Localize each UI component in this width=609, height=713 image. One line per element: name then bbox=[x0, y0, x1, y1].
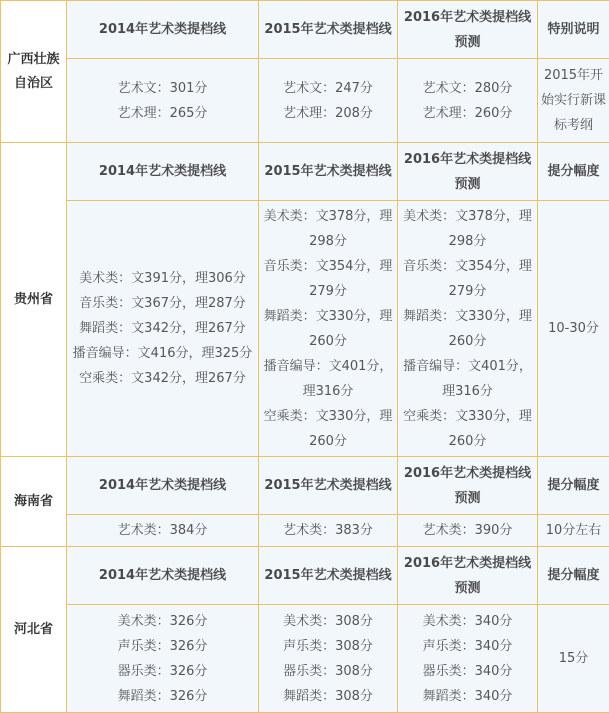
table-row bbox=[1, 201, 609, 457]
header-2015: 2015年艺术类提档线 bbox=[259, 457, 398, 515]
score-line: 播音编导：文416分，理325分 bbox=[67, 341, 258, 366]
score-line: 播音编导：文401分，理316分 bbox=[398, 354, 537, 404]
table-row bbox=[1, 143, 609, 201]
score-line: 美术类：文391分，理306分 bbox=[67, 266, 258, 291]
score-line: 艺术文：280分 bbox=[398, 76, 537, 101]
header-2016: 2016年艺术类提档线预测 bbox=[398, 457, 538, 515]
province-cell bbox=[1, 457, 67, 547]
score-line: 美术类：文378分，理298分 bbox=[259, 204, 397, 254]
scores-2014 bbox=[67, 515, 259, 547]
scores-2016 bbox=[398, 515, 538, 547]
header-2014: 2014年艺术类提档线 bbox=[67, 457, 259, 515]
score-line: 美术类：文378分，理298分 bbox=[398, 204, 537, 254]
score-line: 空乘类：文330分，理260分 bbox=[398, 404, 537, 454]
score-line: 艺术理：260分 bbox=[398, 101, 537, 126]
header-2015: 2015年艺术类提档线 bbox=[259, 1, 398, 59]
header-2016: 2016年艺术类提档线预测 bbox=[398, 1, 538, 59]
score-line: 美术类：308分 bbox=[259, 609, 397, 634]
scores-2014 bbox=[67, 605, 259, 713]
table-row bbox=[1, 59, 609, 143]
score-line: 声乐类：340分 bbox=[398, 634, 537, 659]
header-2015: 2015年艺术类提档线 bbox=[259, 547, 398, 605]
score-line: 艺术类：384分 bbox=[67, 518, 258, 543]
note-text: 15分 bbox=[538, 646, 609, 671]
province-cell bbox=[1, 547, 67, 713]
scores-2014 bbox=[67, 201, 259, 457]
header-2014: 2014年艺术类提档线 bbox=[67, 143, 259, 201]
score-line: 艺术类：390分 bbox=[398, 518, 537, 543]
score-line: 舞蹈类：340分 bbox=[398, 684, 537, 709]
scores-2015 bbox=[259, 59, 398, 143]
scores-2016 bbox=[398, 59, 538, 143]
header-note: 提分幅度 bbox=[538, 547, 609, 605]
score-line: 空乘类：文342分，理267分 bbox=[67, 366, 258, 391]
score-line: 舞蹈类：文330分，理260分 bbox=[259, 304, 397, 354]
score-line: 舞蹈类：308分 bbox=[259, 684, 397, 709]
header-note: 提分幅度 bbox=[538, 457, 609, 515]
table-row bbox=[1, 515, 609, 547]
score-line: 舞蹈类：文342分，理267分 bbox=[67, 316, 258, 341]
province-name: 广西壮族自治区 bbox=[1, 48, 66, 96]
province-cell bbox=[1, 143, 67, 457]
score-line: 声乐类：308分 bbox=[259, 634, 397, 659]
note-cell bbox=[538, 605, 609, 713]
score-line: 音乐类：文367分，理287分 bbox=[67, 291, 258, 316]
score-line: 空乘类：文330分，理260分 bbox=[259, 404, 397, 454]
note-cell bbox=[538, 515, 609, 547]
score-line: 舞蹈类：文330分，理260分 bbox=[398, 304, 537, 354]
note-cell bbox=[538, 201, 609, 457]
score-line: 舞蹈类：326分 bbox=[67, 684, 258, 709]
header-note: 特别说明 bbox=[538, 1, 609, 59]
score-line: 器乐类：340分 bbox=[398, 659, 537, 684]
header-2016: 2016年艺术类提档线预测 bbox=[398, 547, 538, 605]
scores-2016 bbox=[398, 605, 538, 713]
score-line: 艺术文：301分 bbox=[67, 76, 258, 101]
note-cell bbox=[538, 59, 609, 143]
header-2014: 2014年艺术类提档线 bbox=[67, 1, 259, 59]
scores-2015 bbox=[259, 515, 398, 547]
table-row bbox=[1, 547, 609, 605]
province-name: 河北省 bbox=[1, 618, 66, 642]
note-text: 10分左右 bbox=[538, 518, 609, 543]
table-row bbox=[1, 457, 609, 515]
note-text: 2015年开始实行新课标考纲 bbox=[538, 63, 609, 138]
score-line: 音乐类：文354分，理279分 bbox=[259, 254, 397, 304]
header-2014: 2014年艺术类提档线 bbox=[67, 547, 259, 605]
score-line: 器乐类：308分 bbox=[259, 659, 397, 684]
score-line: 艺术理：265分 bbox=[67, 101, 258, 126]
header-note: 提分幅度 bbox=[538, 143, 609, 201]
scores-2014 bbox=[67, 59, 259, 143]
note-text: 10-30分 bbox=[538, 316, 609, 341]
score-line: 播音编导：文401分，理316分 bbox=[259, 354, 397, 404]
score-line: 音乐类：文354分，理279分 bbox=[398, 254, 537, 304]
table-row bbox=[1, 605, 609, 713]
score-line: 美术类：340分 bbox=[398, 609, 537, 634]
scores-2015 bbox=[259, 605, 398, 713]
header-2016: 2016年艺术类提档线预测 bbox=[398, 143, 538, 201]
score-line: 艺术类：383分 bbox=[259, 518, 397, 543]
score-line: 艺术文：247分 bbox=[259, 76, 397, 101]
score-line: 声乐类：326分 bbox=[67, 634, 258, 659]
province-name: 海南省 bbox=[1, 490, 66, 514]
score-line: 艺术理：208分 bbox=[259, 101, 397, 126]
table-row bbox=[1, 1, 609, 59]
province-cell bbox=[1, 1, 67, 143]
header-2015: 2015年艺术类提档线 bbox=[259, 143, 398, 201]
score-line: 美术类：326分 bbox=[67, 609, 258, 634]
province-name: 贵州省 bbox=[1, 288, 66, 312]
scores-2015 bbox=[259, 201, 398, 457]
score-line: 器乐类：326分 bbox=[67, 659, 258, 684]
scores-2016 bbox=[398, 201, 538, 457]
